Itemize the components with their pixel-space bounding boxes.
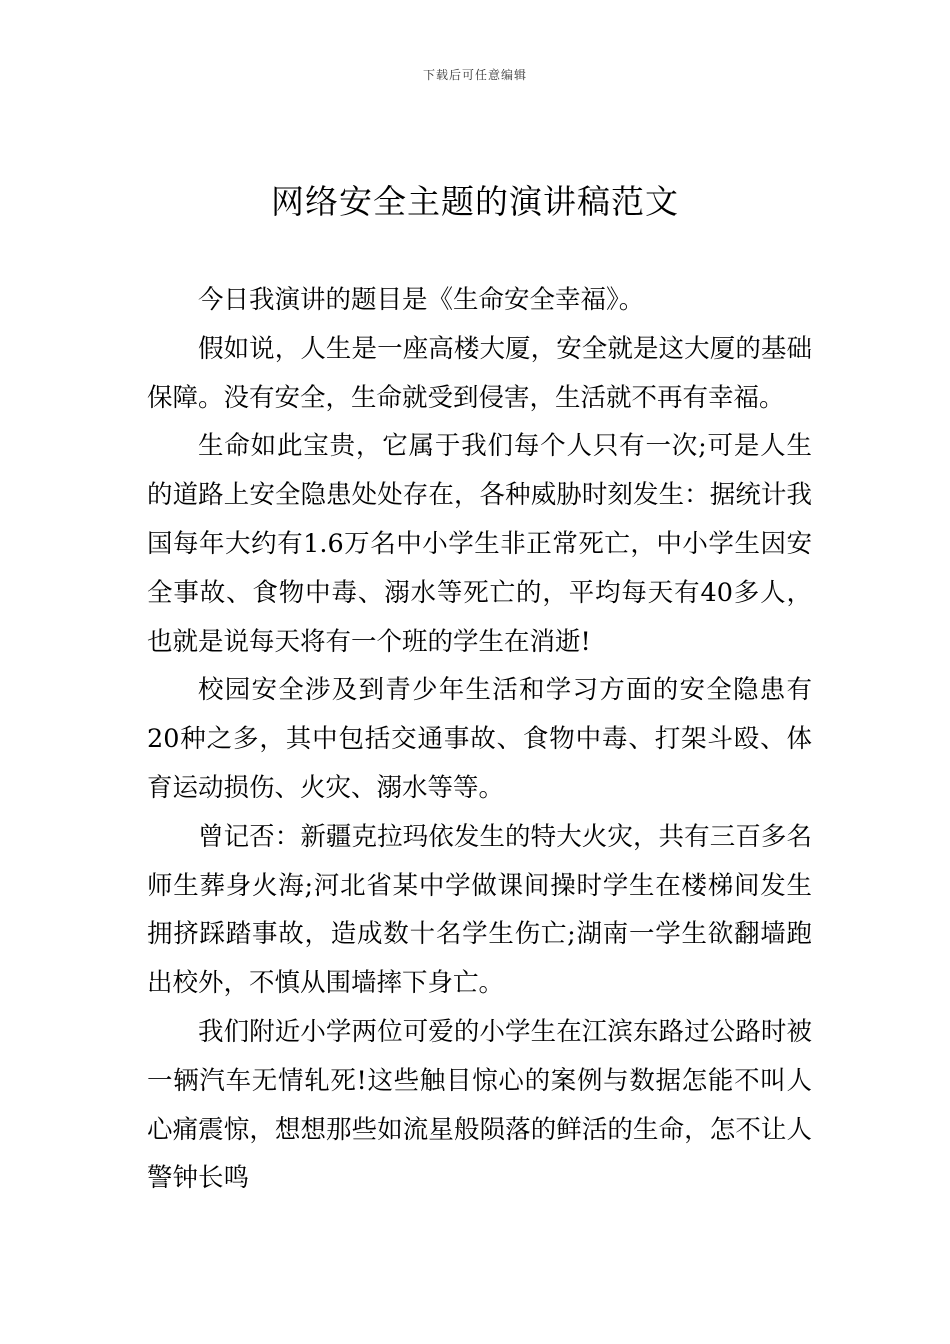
paragraph: 今日我演讲的题目是《生命安全幸福》。 xyxy=(198,285,645,315)
paragraph: 校园安全涉及到青少年生活和学习方面的安全隐患有20种之多，其中包括交通事故、食物中毒、打架斗殴、体育运动损伤、火灾、溺水等等。 xyxy=(147,675,812,803)
header-note: 下载后可任意编辑 xyxy=(422,68,527,82)
paragraph: 我们附近小学两位可爱的小学生在江滨东路过公路时被一辆汽车无情轧死!这些触目惊心的案例与数据怎能不叫人心痛震惊，想想那些如流星般陨落的鲜活的生命，怎不让人警钟长鸣 xyxy=(147,1016,812,1194)
document-title: 网络安全主题的演讲稿范文 xyxy=(271,182,679,221)
paragraph: 生命如此宝贵，它属于我们每个人只有一次;可是人生的道路上安全隐患处处存在，各种威胁时刻发生：据统计我国每年大约有1.6万名中小学生非正常死亡，中小学生因安全事故、食物中毒、溺水等死亡的，平均每天有40多人，也就是说每天将有一个班的学生在消逝! xyxy=(147,431,812,657)
paragraph: 假如说，人生是一座高楼大厦，安全就是这大厦的基础保障。没有安全，生命就受到侵害，生活就不再有幸福。 xyxy=(147,333,812,413)
paragraph: 曾记否：新疆克拉玛依发生的特大火灾，共有三百多名师生葬身火海;河北省某中学做课间操时学生在楼梯间发生拥挤踩踏事故，造成数十名学生伤亡;湖南一学生欲翻墙跑出校外，不慎从围墙摔下身亡。 xyxy=(147,821,812,999)
document-body xyxy=(147,276,812,1203)
